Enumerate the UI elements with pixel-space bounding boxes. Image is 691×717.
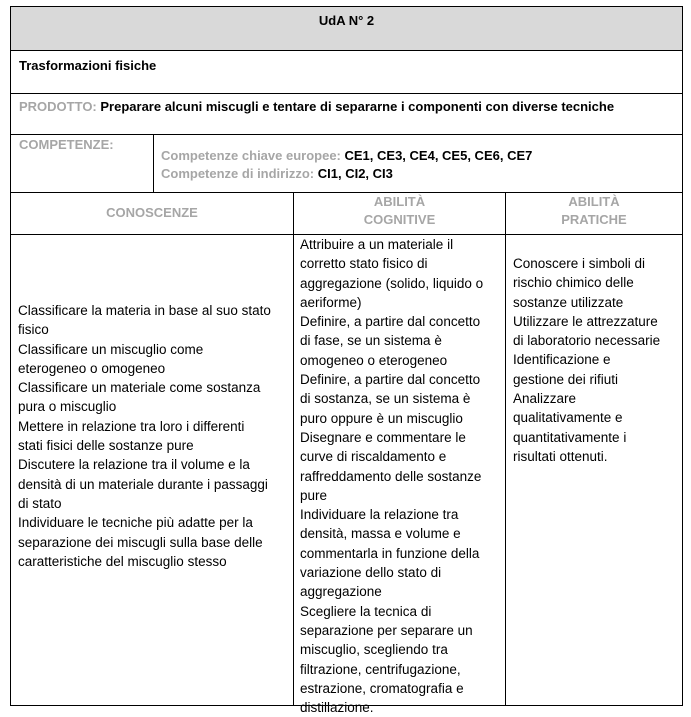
abilita-cognitive-line: corretto stato fisico di xyxy=(300,256,428,272)
abilita-pratiche-line: gestione dei rifiuti xyxy=(513,371,619,387)
abilita-pratiche-line: Utilizzare le attrezzature xyxy=(513,313,658,329)
header-abilita-pratiche-line2: PRATICHE xyxy=(561,212,627,227)
abilita-pratiche-line: Analizzare xyxy=(513,391,577,407)
abilita-cognitive-line: curve di riscaldamento e xyxy=(300,449,447,465)
competenze-indirizzo xyxy=(161,165,674,183)
abilita-cognitive-cell xyxy=(294,235,506,716)
abilita-cognitive-line: di fase, se un sistema è xyxy=(300,333,442,349)
conoscenze-line: Mettere in relazione tra loro i differenti xyxy=(18,418,245,434)
abilita-pratiche-line: quantitativamente i xyxy=(513,429,627,445)
abilita-pratiche-line: di laboratorio necessarie xyxy=(513,333,661,349)
header-abilita-cognitive-cell xyxy=(294,193,506,234)
abilita-pratiche-line: Identificazione e xyxy=(513,352,611,368)
abilita-cognitive-line: Disegnare e commentare le xyxy=(300,429,466,445)
abilita-cognitive-line: estrazione, cromatografia e xyxy=(300,680,464,696)
competenze-indirizzo-value: CI1, CI2, CI3 xyxy=(314,166,393,181)
conoscenze-line: di stato xyxy=(18,495,62,511)
abilita-cognitive-line: variazione dello stato di xyxy=(300,565,442,581)
header-abilita-pratiche-cell xyxy=(506,193,682,234)
header-conoscenze-cell xyxy=(11,193,294,234)
conoscenze-line: Classificare un materiale come sostanza xyxy=(18,380,261,396)
abilita-cognitive-line: aeriforme) xyxy=(300,294,362,310)
topic-row xyxy=(11,51,682,94)
header-row xyxy=(11,193,682,235)
conoscenze-line: Classificare la materia in base al suo stato xyxy=(18,303,271,318)
abilita-cognitive-line: filtrazione, centrifugazione, xyxy=(300,661,461,677)
abilita-cognitive-line: commentarla in funzione della xyxy=(300,545,480,561)
abilita-cognitive-line: pure xyxy=(300,487,328,503)
competenze-chiave xyxy=(161,147,674,165)
competenze-chiave-value: CE1, CE3, CE4, CE5, CE6, CE7 xyxy=(340,148,533,163)
abilita-pratiche-line: risultati ottenuti. xyxy=(513,448,608,464)
abilita-pratiche-line: rischio chimico delle xyxy=(513,275,634,291)
prodotto-label: PRODOTTO: xyxy=(19,99,97,114)
abilita-cognitive-line: Attribuire a un materiale il xyxy=(300,237,454,252)
abilita-cognitive-line: Individuare la relazione tra xyxy=(300,507,459,523)
abilita-pratiche-line: qualitativamente e xyxy=(513,410,623,426)
abilita-cognitive-line: raffreddamento delle sostanze xyxy=(300,468,482,484)
conoscenze-line: fisico xyxy=(18,322,49,338)
uda-table xyxy=(10,6,683,716)
competenze-chiave-label: Competenze chiave europee: xyxy=(161,148,341,163)
topic-title: Trasformazioni fisiche xyxy=(19,58,157,73)
abilita-pratiche-line: sostanze utilizzate xyxy=(513,294,624,310)
competenze-indirizzo-label: Competenze di indirizzo: xyxy=(161,166,315,181)
abilita-cognitive-line: miscuglio, scegliendo tra xyxy=(300,642,448,658)
abilita-cognitive-line: densità, massa e volume e xyxy=(300,526,461,542)
abilita-cognitive-line: Scegliere la tecnica di xyxy=(300,603,432,619)
conoscenze-line: Individuare le tecniche più adatte per la xyxy=(18,515,253,531)
conoscenze-line: densità di un materiale durante i passaggi xyxy=(18,476,268,492)
conoscenze-cell xyxy=(11,235,294,705)
abilita-cognitive-line: di sostanza, se un sistema è xyxy=(300,391,471,407)
abilita-cognitive-line: Definire, a partire dal concetto xyxy=(300,372,481,388)
abilita-cognitive-line: separazione per separare un xyxy=(300,622,473,638)
header-abilita-cognitive-line2: COGNITIVE xyxy=(363,212,436,227)
abilita-cognitive-line: aggregazione (solido, liquido o xyxy=(300,275,484,291)
title-row xyxy=(11,7,682,51)
header-abilita-cognitive-line1: ABILITÀ xyxy=(373,194,426,209)
uda-title: UdA N° 2 xyxy=(318,13,375,28)
abilita-pratiche-line: Conoscere i simboli di xyxy=(513,256,646,271)
conoscenze-line: Discutere la relazione tra il volume e la xyxy=(18,457,250,473)
prodotto-text: Preparare alcuni miscugli e tentare di separarne i componenti con diverse tecniche xyxy=(96,99,615,114)
conoscenze-line: Classificare un miscuglio come xyxy=(18,341,204,357)
conoscenze-line: caratteristiche del miscuglio stesso xyxy=(18,553,227,569)
competenze-label: COMPETENZE: xyxy=(19,137,114,152)
conoscenze-line: pura o miscuglio xyxy=(18,399,117,415)
body-row xyxy=(11,235,682,716)
abilita-pratiche-cell xyxy=(506,235,682,705)
abilita-cognitive-line: puro oppure è un miscuglio xyxy=(300,410,463,426)
header-abilita-pratiche-line1: ABILITÀ xyxy=(568,194,620,209)
prodotto-row xyxy=(11,94,682,135)
abilita-cognitive-line: Definire, a partire dal concetto xyxy=(300,314,481,330)
competenze-row xyxy=(11,135,682,193)
abilita-cognitive-line: omogeneo o eterogeneo xyxy=(300,352,448,368)
competenze-label-cell xyxy=(11,135,154,192)
header-conoscenze: CONOSCENZE xyxy=(106,205,198,220)
conoscenze-line: stati fisici delle sostanze pure xyxy=(18,438,194,454)
conoscenze-line: separazione dei miscugli sulla base delle xyxy=(18,534,263,550)
conoscenze-line: eterogeneo o omogeneo xyxy=(18,360,166,376)
abilita-cognitive-line: distillazione. xyxy=(300,700,374,716)
abilita-cognitive-line: aggregazione xyxy=(300,584,382,600)
